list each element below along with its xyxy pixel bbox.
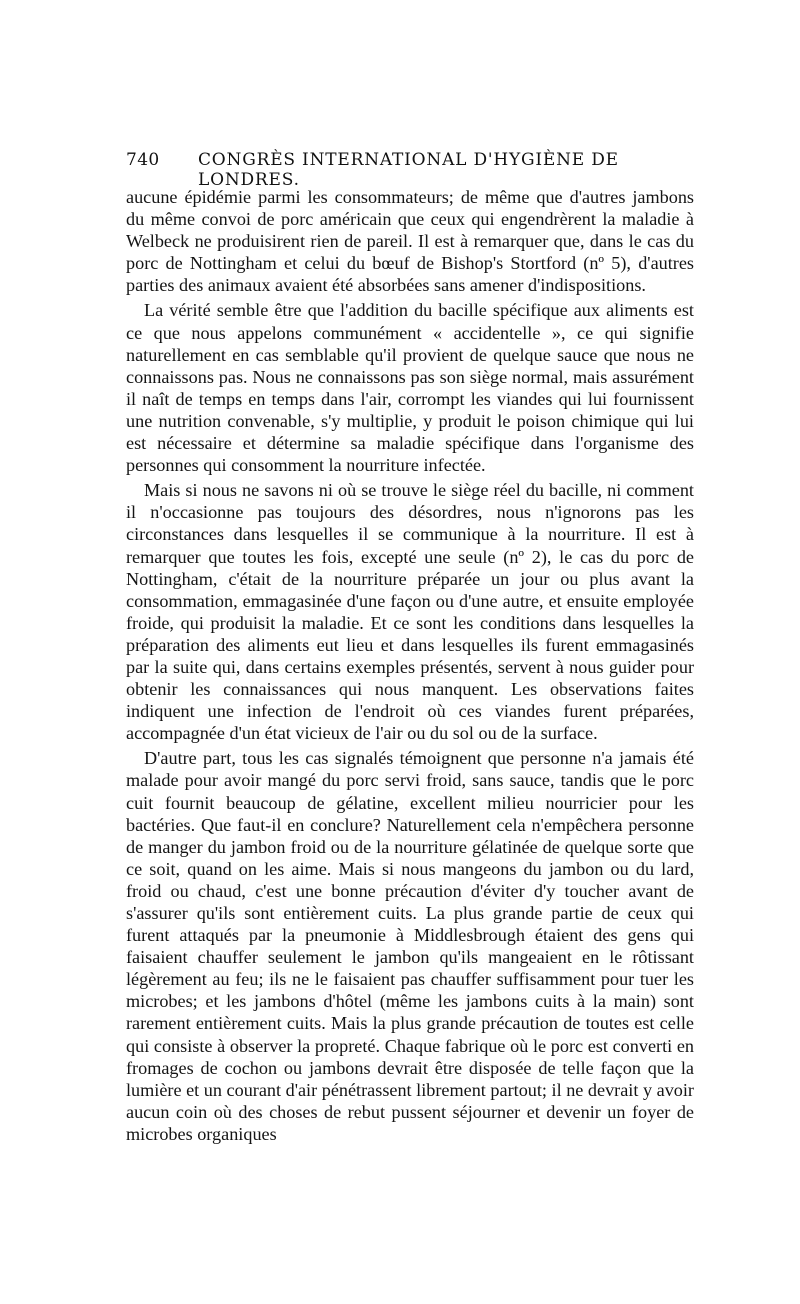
- running-title: CONGRÈS INTERNATIONAL D'HYGIÈNE DE LONDRES.: [198, 150, 619, 190]
- page-header: [126, 150, 700, 190]
- paragraph-2: La vérité semble être que l'addition du bacille spécifique aux aliments est ce que nous appelons communément « accidentelle », ce qui signifie naturellement en cas semblable qu'il provient de quelque sauce que nous ne connaissons pas. Nous ne connaissons pas son siège normal, mais assurément il naît de temps en temps dans l'air, corrompt les viandes qui lui fournissent une nutrition convenable, s'y multiplie, y produit le poison chimique qui lui est nécessaire et détermine sa maladie spécifique dans l'organisme des personnes qui consomment la nourriture infectée.: [126, 300, 694, 476]
- paragraph-3: Mais si nous ne savons ni où se trouve le siège réel du bacille, ni comment il n'occasionne pas toujours des désordres, nous n'ignorons pas les circonstances dans lesquelles il se communique à la nourriture. Il est à remarquer que toutes les fois, excepté une seule (nº 2), le cas du porc de Nottingham, c'était de la nourriture préparée un jour ou plus avant la consommation, emmagasinée d'une façon ou d'une autre, et ensuite employée froide, qui produisit la maladie. Et ce sont les conditions dans lesquelles la préparation des aliments eut lieu et dans lesquelles ils furent emmagasinés par la suite qui, dans certains exemples présentés, servent à nous guider pour obtenir les connaissances qui nous manquent. Les observations faites indiquent une infection de l'endroit où ces viandes furent préparées, accompagnée d'un état vicieux de l'air ou du sol ou de la surface.: [126, 480, 694, 744]
- page-number: 740: [126, 150, 160, 170]
- paragraph-1: aucune épidémie parmi les consommateurs; de même que d'autres jambons du même convoi de porc américain que ceux qui engendrèrent la maladie à Welbeck ne produisirent rien de pareil. Il est à remarquer que, dans le cas du porc de Nottingham et celui du bœuf de Bishop's Stortford (nº 5), d'autres parties des animaux avaient été absorbées sans amener d'indispositions.: [126, 187, 694, 296]
- paragraph-4: D'autre part, tous les cas signalés témoignent que personne n'a jamais été malade pour avoir mangé du porc servi froid, sans sauce, tandis que le porc cuit fournit beaucoup de gélatine, excellent milieu nourricier pour les bactéries. Que faut-il en conclure? Naturellement cela n'empêchera personne de manger du jambon froid ou de la nourriture gélatinée de quelque sorte que ce soit, quand on les aime. Mais si nous mangeons du jambon ou du lard, froid ou chaud, c'est une bonne précaution d'éviter d'y toucher avant de s'assurer qu'ils sont entièrement cuits. La plus grande partie de ceux qui furent attaqués par la pneumonie à Middlesbrough étaient des gens qui faisaient chauffer seulement le jambon qu'ils mangeaient en le rôtissant légèrement au feu; ils ne le faisaient pas chauffer suffisamment pour tuer les microbes; et les jambons d'hôtel (même les jambons cuits à la main) sont rarement entièrement cuits. Mais la plus grande précaution de toutes est celle qui consiste à observer la propreté. Chaque fabrique où le porc est converti en fromages de cochon ou jambons devrait être disposée de telle façon que la lumière et un courant d'air pénétrassent librement partout; il ne devrait y avoir aucun coin où des choses de rebut pussent séjourner et devenir un foyer de microbes organiques: [126, 748, 694, 1144]
- body-text: [126, 186, 694, 1148]
